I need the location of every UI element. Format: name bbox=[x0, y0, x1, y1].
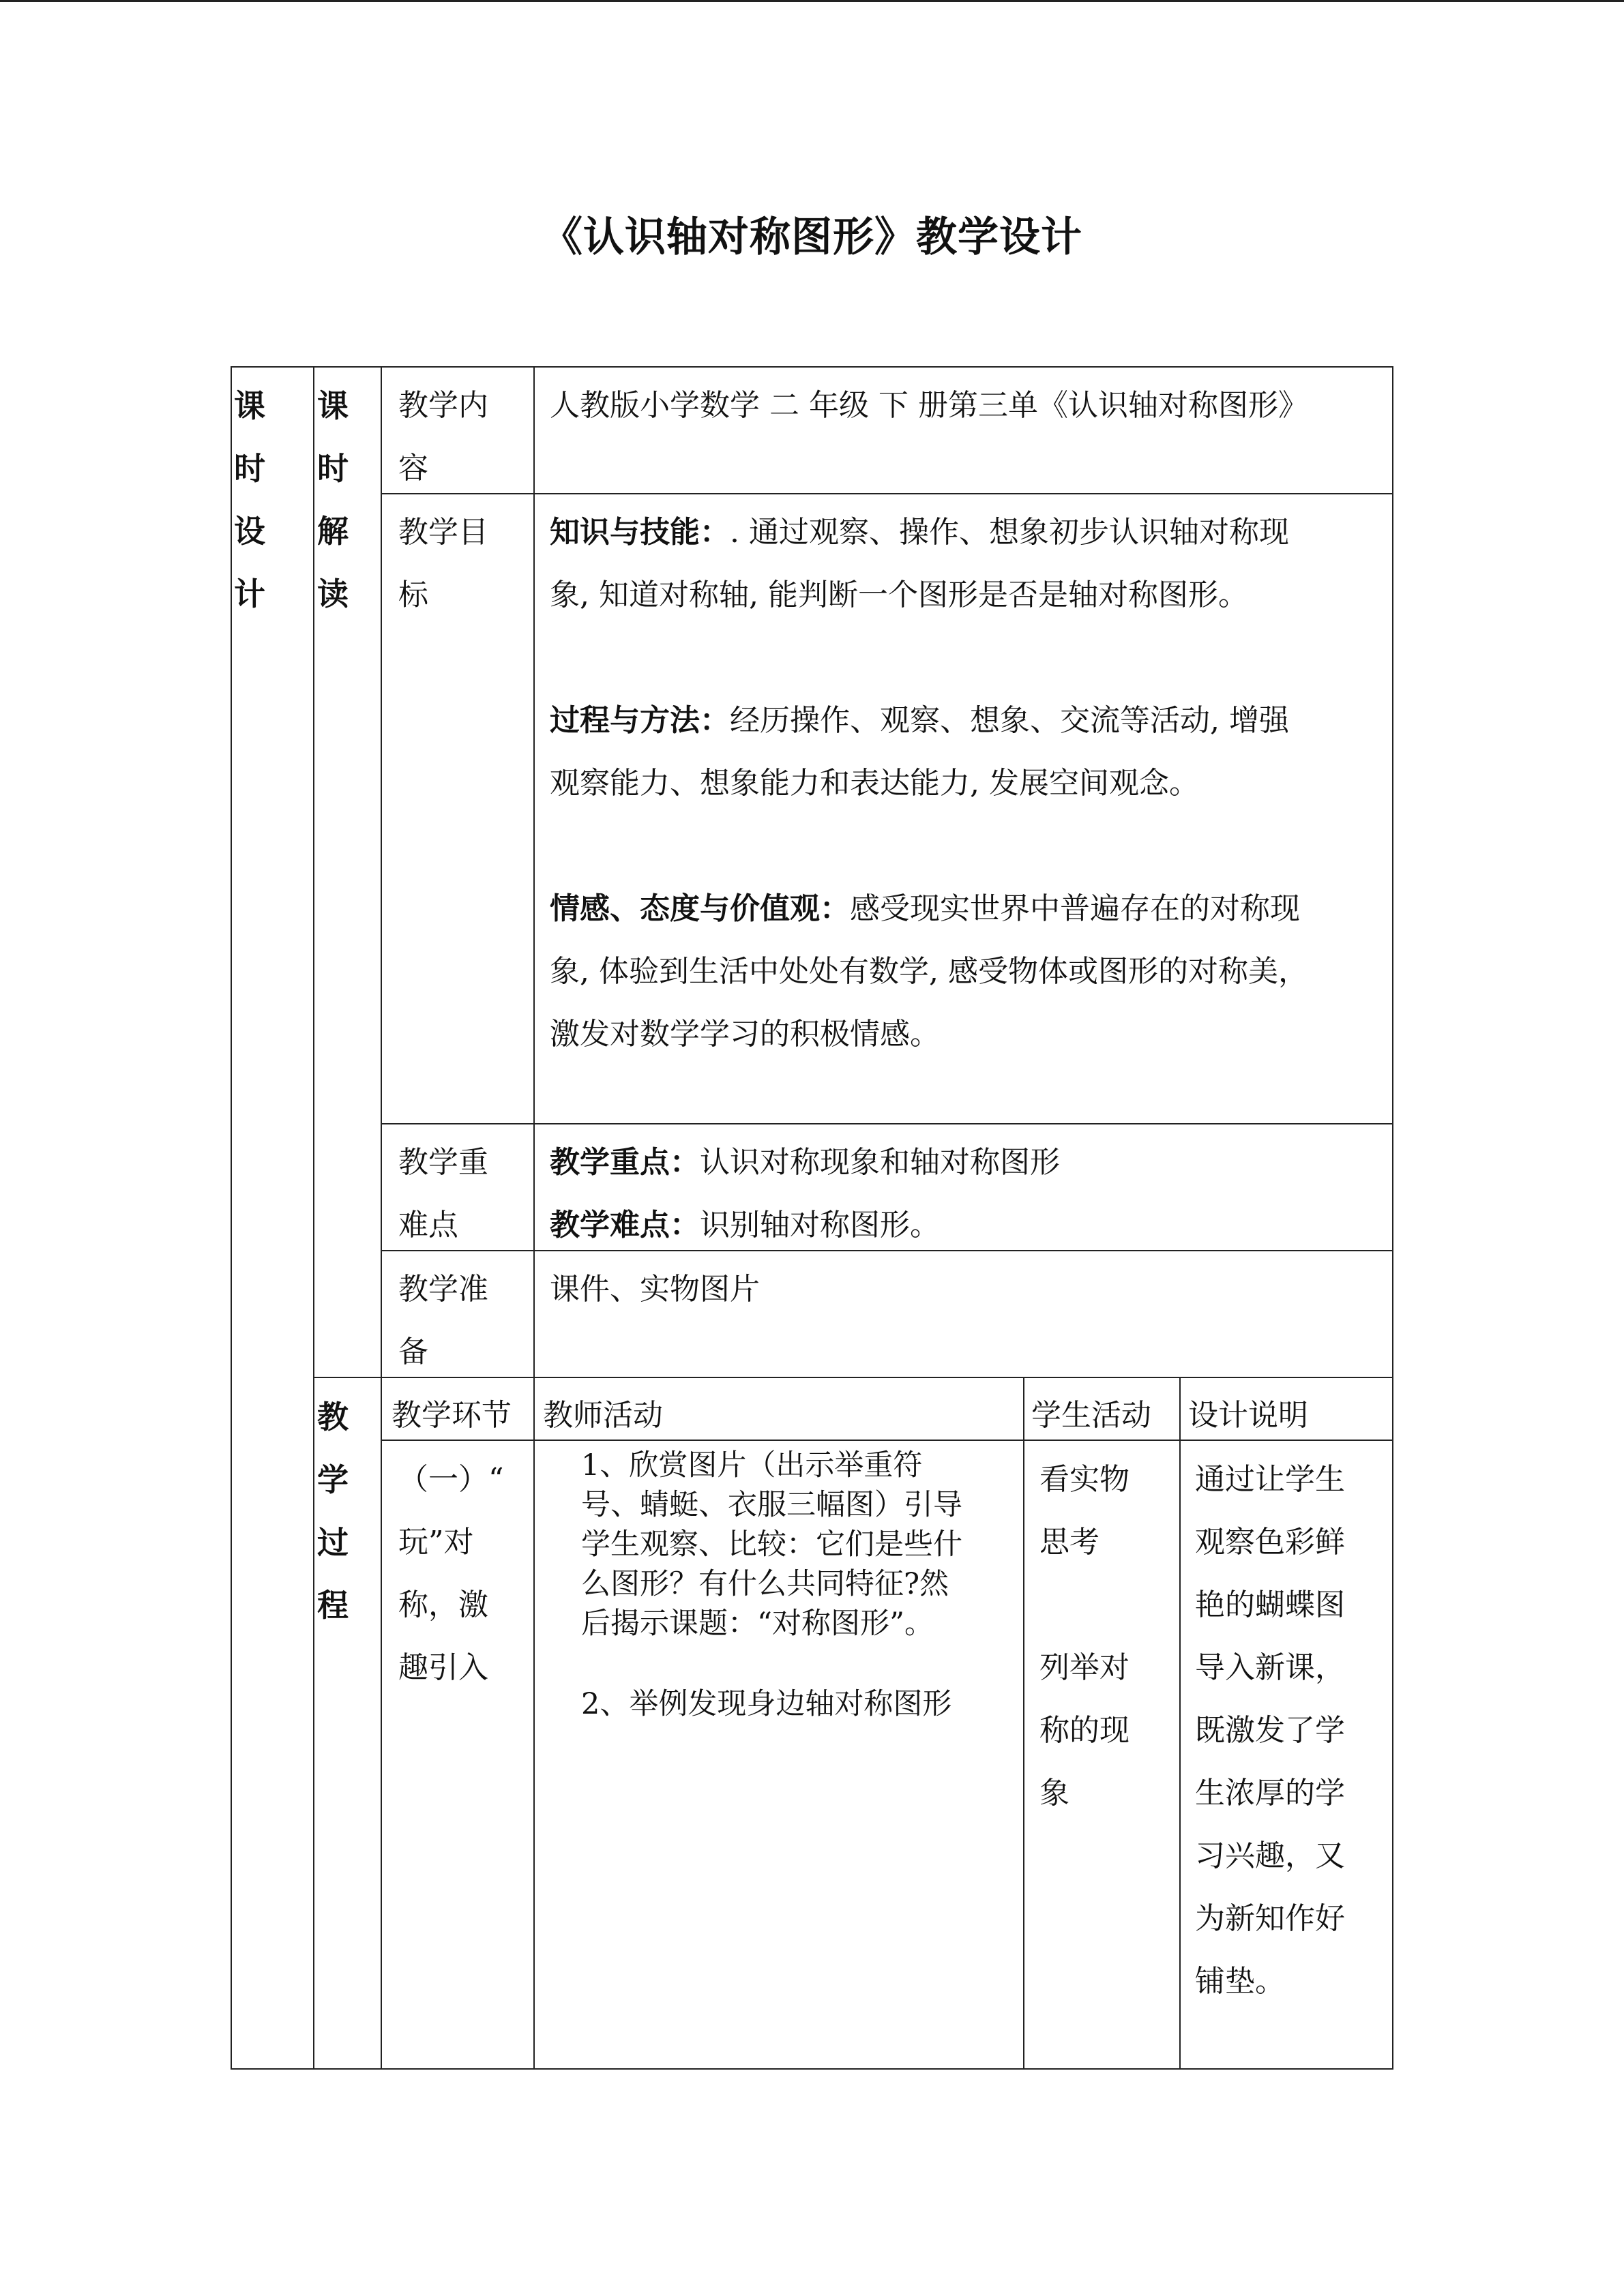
top-border bbox=[0, 0, 1624, 2]
student-activity: 看实物 思考 列举对 称的现 象 bbox=[1039, 1462, 1130, 1810]
design-notes: 通过让学生 观察色彩鲜 艳的蝴蝶图 导入新课， 既激发了学 生浓厚的学 习兴趣，又 为新知作好 铺垫。 bbox=[1195, 1462, 1345, 1999]
goal-emotion: 情感、态度与价值观：感受现实世界中普遍存在的对称现 象, 体验到生活中处处有数学, 感受物体或图形的对称美， 激发对数学学习的积极情感。 bbox=[550, 891, 1308, 1052]
goal-knowledge: 知识与技能：. 通过观察、操作、想象初步认识轴对称现 象, 知道对称轴, 能判断一个图形是否是轴对称图形。 bbox=[550, 515, 1289, 612]
page-title: 《认识轴对称图形》教学设计 bbox=[542, 213, 1082, 261]
goals-label: 教学目 标 bbox=[398, 515, 488, 612]
goal-process: 过程与方法：经历操作、观察、想象、交流等活动, 增强 观察能力、想象能力和表达能力, 发展空间观念。 bbox=[550, 703, 1289, 801]
header-notes: 设计说明 bbox=[1188, 1398, 1308, 1433]
keypoints-label: 教学重 难点 bbox=[398, 1145, 488, 1242]
lesson-interpretation-label: 课 时 解 读 bbox=[317, 387, 349, 612]
teacher-activity: 1、欣赏图片（出示举重符 号、蜻蜓、衣服三幅图）引导 学生观察、比较：它们是些什 么图形？有什么共同特征?然 后揭示课题：“对称图形”。 2、举例发现身边轴对称图形 bbox=[581, 1448, 962, 1721]
preparation-value: 课件、实物图片 bbox=[550, 1272, 760, 1307]
content-value: 人教版小学数学 二 年级 下 册第三单《认识轴对称图形》 bbox=[550, 388, 1308, 423]
content-label: 教学内 容 bbox=[398, 388, 488, 486]
lesson-design-label: 课 时 设 计 bbox=[234, 387, 265, 612]
header-student: 学生活动 bbox=[1031, 1398, 1151, 1433]
header-stage: 教学环节 bbox=[392, 1398, 512, 1433]
keypoints-text: 教学重点：认识对称现象和轴对称图形 教学难点：识别轴对称图形。 bbox=[550, 1145, 1060, 1242]
goals-text bbox=[550, 501, 1378, 1066]
stage-text: （一）“ 玩”对 称，激 趣引入 bbox=[398, 1462, 504, 1685]
teaching-process-label: 教 学 过 程 bbox=[317, 1399, 349, 1624]
preparation-label: 教学准 备 bbox=[398, 1272, 488, 1369]
header-teacher: 教师活动 bbox=[543, 1398, 663, 1433]
